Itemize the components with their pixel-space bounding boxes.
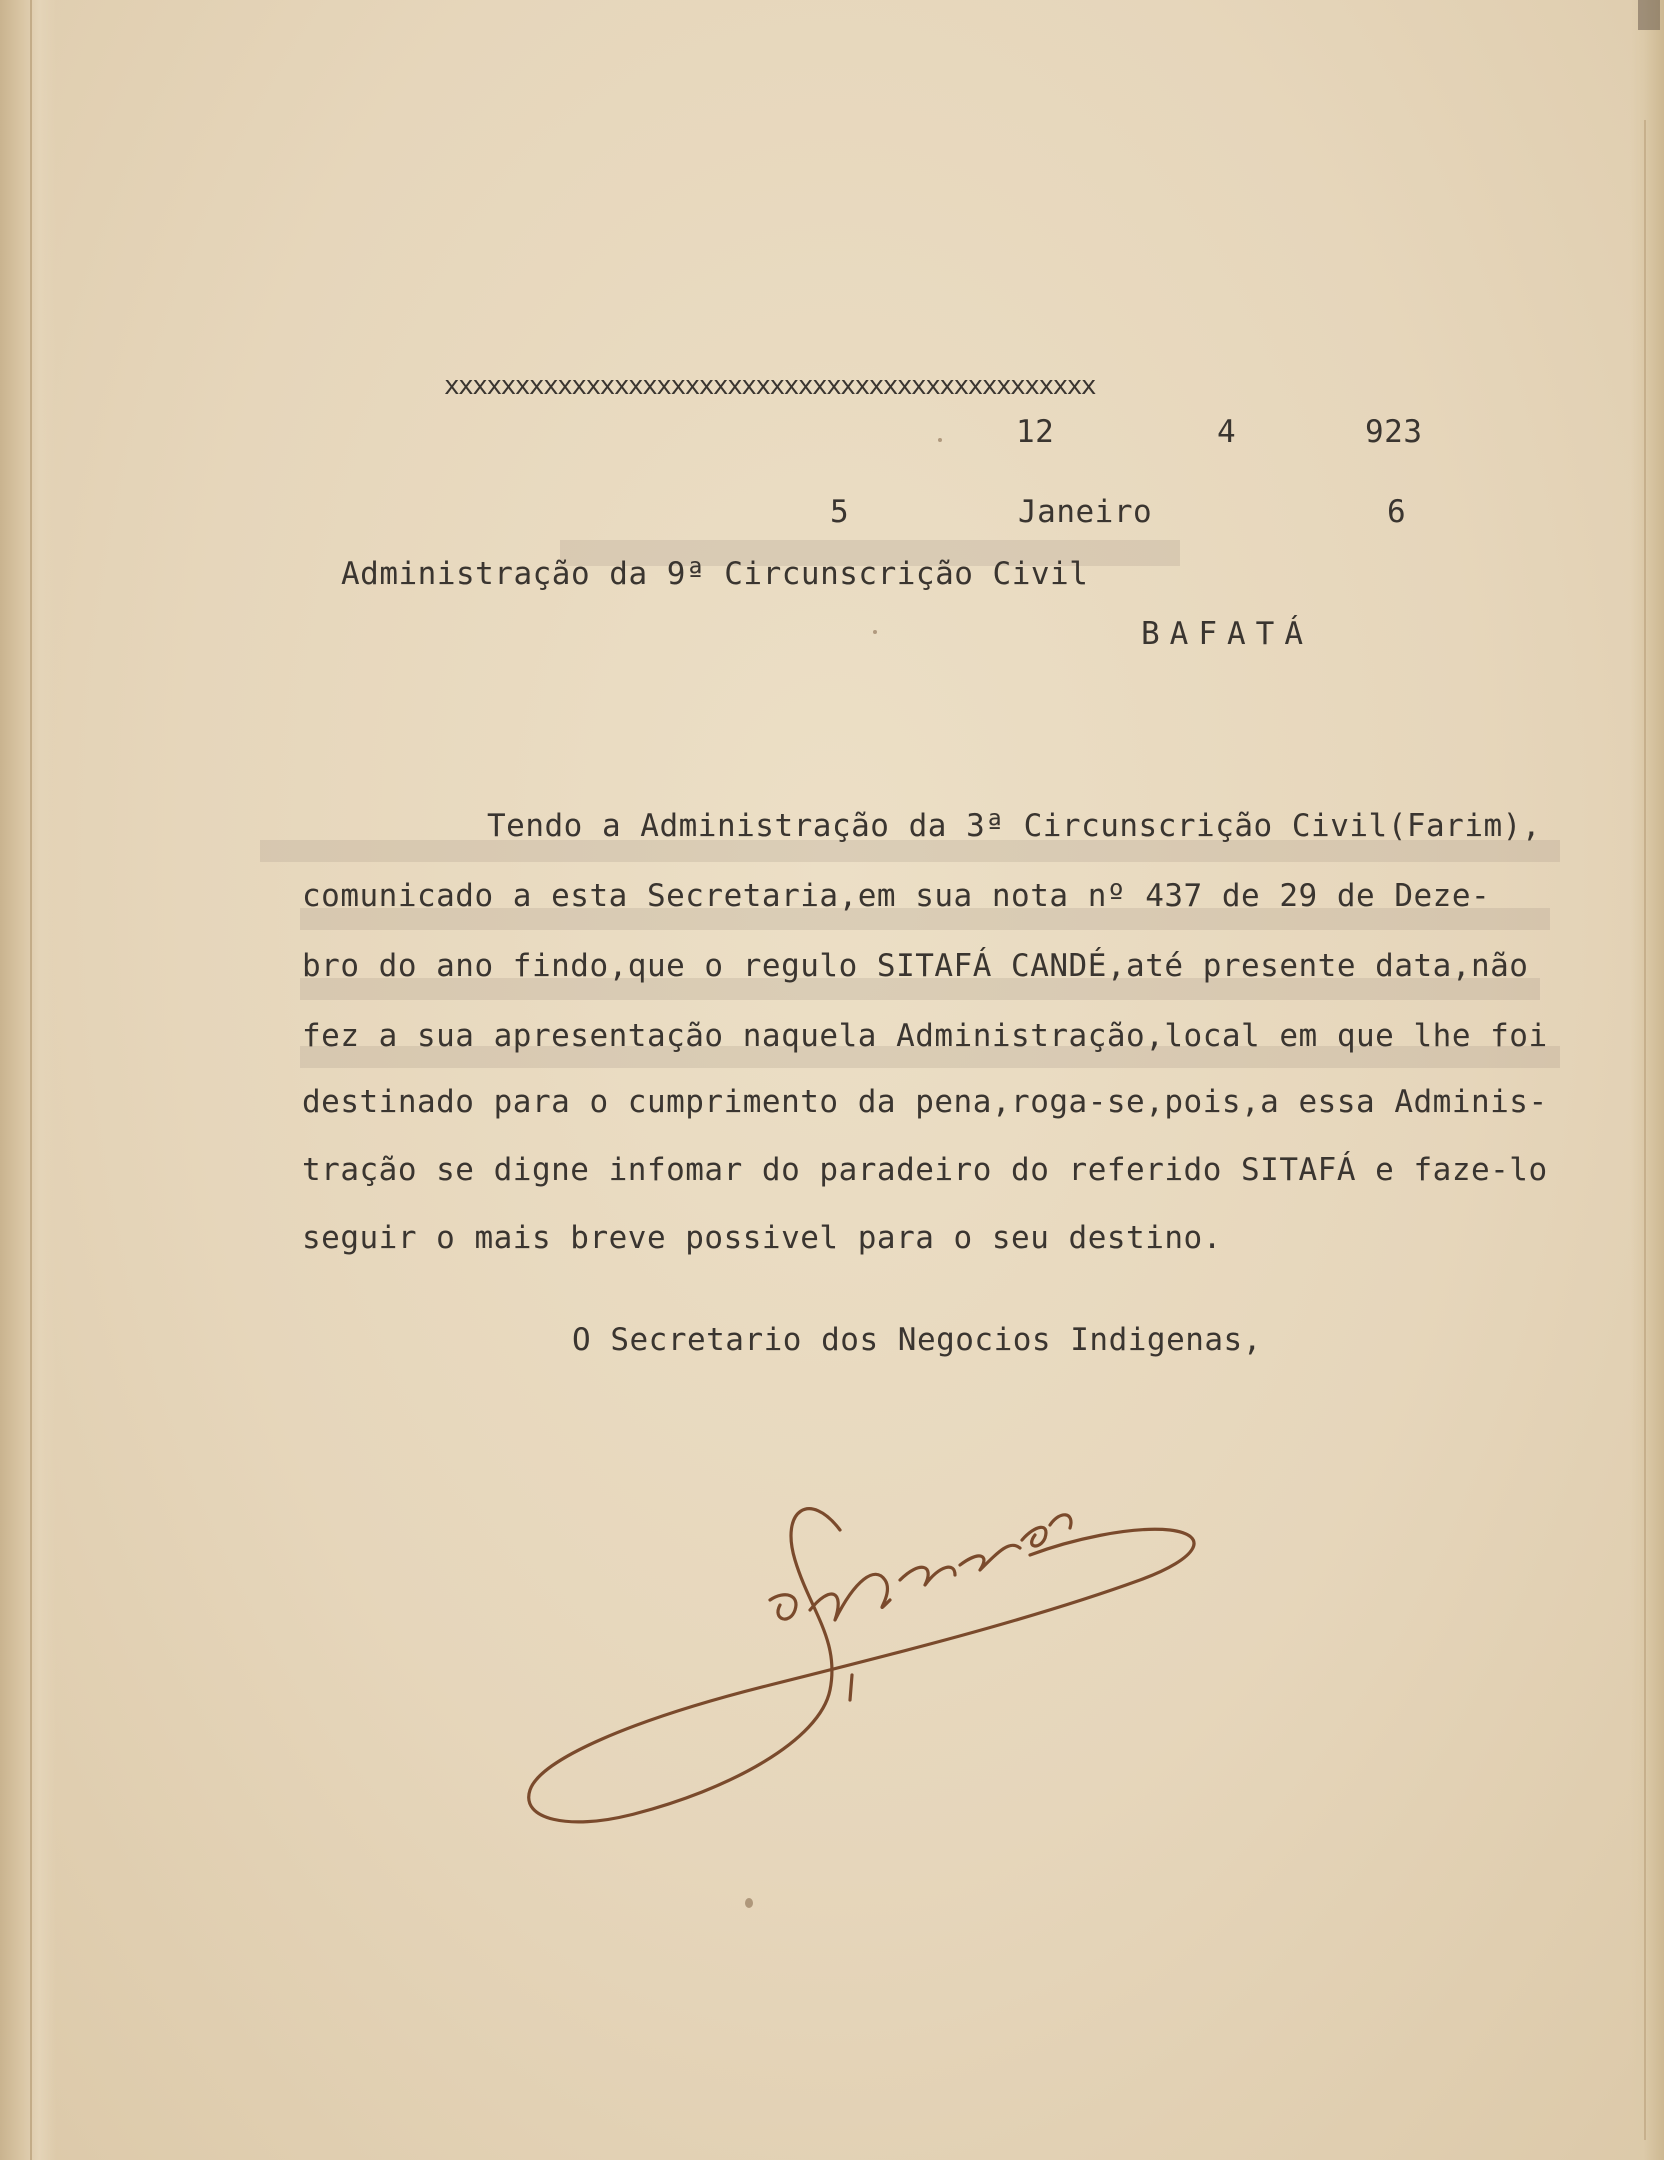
corner-mark — [1638, 0, 1660, 30]
body-line: destinado para o cumprimento da pena,roga-se,pois,a essa Adminis- — [302, 1084, 1548, 1120]
body-line: bro do ano findo,que o regulo SITAFÁ CANDÉ,até presente data,não — [302, 948, 1529, 984]
date-month: 4 — [1217, 414, 1237, 450]
binding-shadow — [0, 0, 56, 2160]
body-line: fez a sua apresentação naquela Administração,local em que lhe foi — [302, 1018, 1548, 1054]
separator-line: xxxxxxxxxxxxxxxxxxxxxxxxxxxxxxxxxxxxxxxxxxxxxx — [444, 371, 1096, 401]
page-edge-line — [1644, 120, 1646, 2140]
place-name: BAFATÁ — [1141, 616, 1313, 652]
paper-speck — [745, 1898, 753, 1908]
closing-line: O Secretario dos Negocios Indigenas, — [572, 1322, 1262, 1358]
binding-fold — [30, 0, 32, 2160]
date-year: 923 — [1365, 414, 1423, 450]
paper-speck — [873, 630, 877, 634]
handwritten-signature — [510, 1470, 1230, 1850]
reference-number: 5 — [830, 494, 850, 530]
paper-speck — [938, 438, 942, 442]
addressee: Administração da 9ª Circunscrição Civil — [341, 556, 1089, 592]
reference-month: Janeiro — [1018, 494, 1153, 530]
page-edge — [1630, 0, 1664, 2160]
date-day: 12 — [1016, 414, 1055, 450]
body-line: tração se digne infomar do paradeiro do referido SITAFÁ e faze-lo — [302, 1152, 1548, 1188]
reference-sequence: 6 — [1387, 494, 1407, 530]
body-line: Tendo a Administração da 3ª Circunscrição Civil(Farim), — [487, 808, 1541, 844]
body-line: seguir o mais breve possivel para o seu destino. — [302, 1220, 1222, 1256]
body-line: comunicado a esta Secretaria,em sua nota nº 437 de 29 de Deze- — [302, 878, 1491, 914]
